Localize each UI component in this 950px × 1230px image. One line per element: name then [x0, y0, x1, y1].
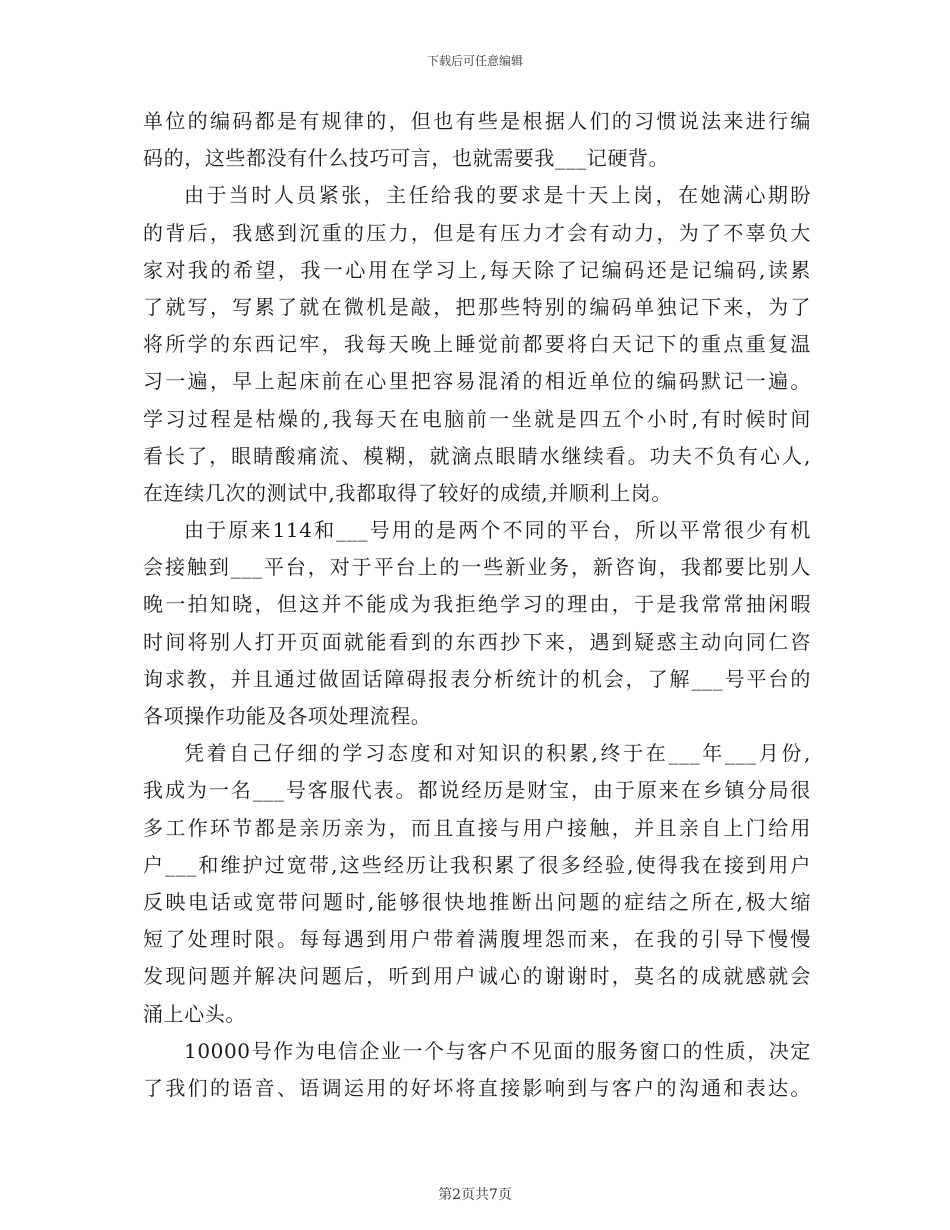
- text-line: 晚一拍知晓，但这并不能成为我拒绝学习的理由，于是我常常抽闲暇: [143, 592, 811, 617]
- text-line: 的背后，我感到沉重的压力，但是有压力才会有动力，为了不辜负大: [143, 220, 811, 245]
- paragraph-start-line: 由于原来114和___号用的是两个不同的平台，所以平常很少有机: [184, 518, 811, 543]
- text-line: 学习过程是枯燥的,我每天在电脑前一坐就是四五个小时,有时候时间: [143, 406, 811, 431]
- page-number-footer: 第2页共7页: [438, 1187, 512, 1203]
- page-header-note: 下载后可任意编辑: [426, 54, 523, 68]
- text-line: 各项操作功能及各项处理流程。: [143, 704, 432, 728]
- text-line: 将所学的东西记牢，我每天晚上睡觉前都要将白天记下的重点重复温: [143, 332, 811, 357]
- paragraph-start-line: 凭着自己仔细的学习态度和对知识的积累,终于在___年___月份,: [184, 741, 811, 766]
- text-line: 询求教，并且通过做固话障碍报表分析统计的机会，了解___号平台的: [143, 666, 811, 691]
- text-line: 在连续几次的测试中,我都取得了较好的成绩,并顺利上岗。: [143, 480, 672, 505]
- text-line: 户___和维护过宽带,这些经历让我积累了很多经验,使得我在接到用户: [143, 852, 811, 877]
- text-line: 看长了，眼睛酸痛流、模糊，就滴点眼睛水继续看。功夫不负有心人,: [143, 443, 811, 468]
- text-line: 时间将别人打开页面就能看到的东西抄下来，遇到疑惑主动向同仁咨: [143, 629, 811, 654]
- text-line: 多工作环节都是亲历亲为，而且直接与用户接触，并且亲自上门给用: [143, 815, 811, 840]
- text-line: 了我们的语音、语调运用的好坏将直接影响到与客户的沟通和表达。: [143, 1075, 811, 1100]
- text-line: 单位的编码都是有规律的，但也有些是根据人们的习惯说法来进行编: [143, 109, 811, 133]
- text-line: 会接触到___平台，对于平台上的一些新业务，新咨询，我都要比别人: [143, 555, 811, 580]
- text-line: 我成为一名___号客服代表。都说经历是财宝，由于原来在乡镇分局很: [143, 778, 811, 803]
- paragraph-start-line: 由于当时人员紧张，主任给我的要求是十天上岗，在她满心期盼: [184, 183, 811, 208]
- text-line: 了就写，写累了就在微机是敲，把那些特别的编码单独记下来，为了: [143, 294, 811, 319]
- text-line: 涌上心头。: [143, 1001, 246, 1026]
- text-line: 习一遍，早上起床前在心里把容易混淆的相近单位的编码默记一遍。: [143, 369, 811, 394]
- text-line: 码的，这些都没有什么技巧可言，也就需要我___记硬背。: [143, 146, 670, 171]
- paragraph-start-line: 10000号作为电信企业一个与客户不见面的服务窗口的性质，决定: [184, 1038, 811, 1063]
- text-line: 短了处理时限。每每遇到用户带着满腹埋怨而来，在我的引导下慢慢: [143, 927, 811, 952]
- text-line: 发现问题并解决问题后，听到用户诚心的谢谢时，莫名的成就感就会: [143, 964, 811, 989]
- text-line: 反映电话或宽带问题时,能够很快地推断出问题的症结之所在,极大缩: [143, 889, 811, 914]
- document-body: [143, 103, 811, 1107]
- text-line: 家对我的希望，我一心用在学习上,每天除了记编码还是记编码,读累: [143, 257, 811, 282]
